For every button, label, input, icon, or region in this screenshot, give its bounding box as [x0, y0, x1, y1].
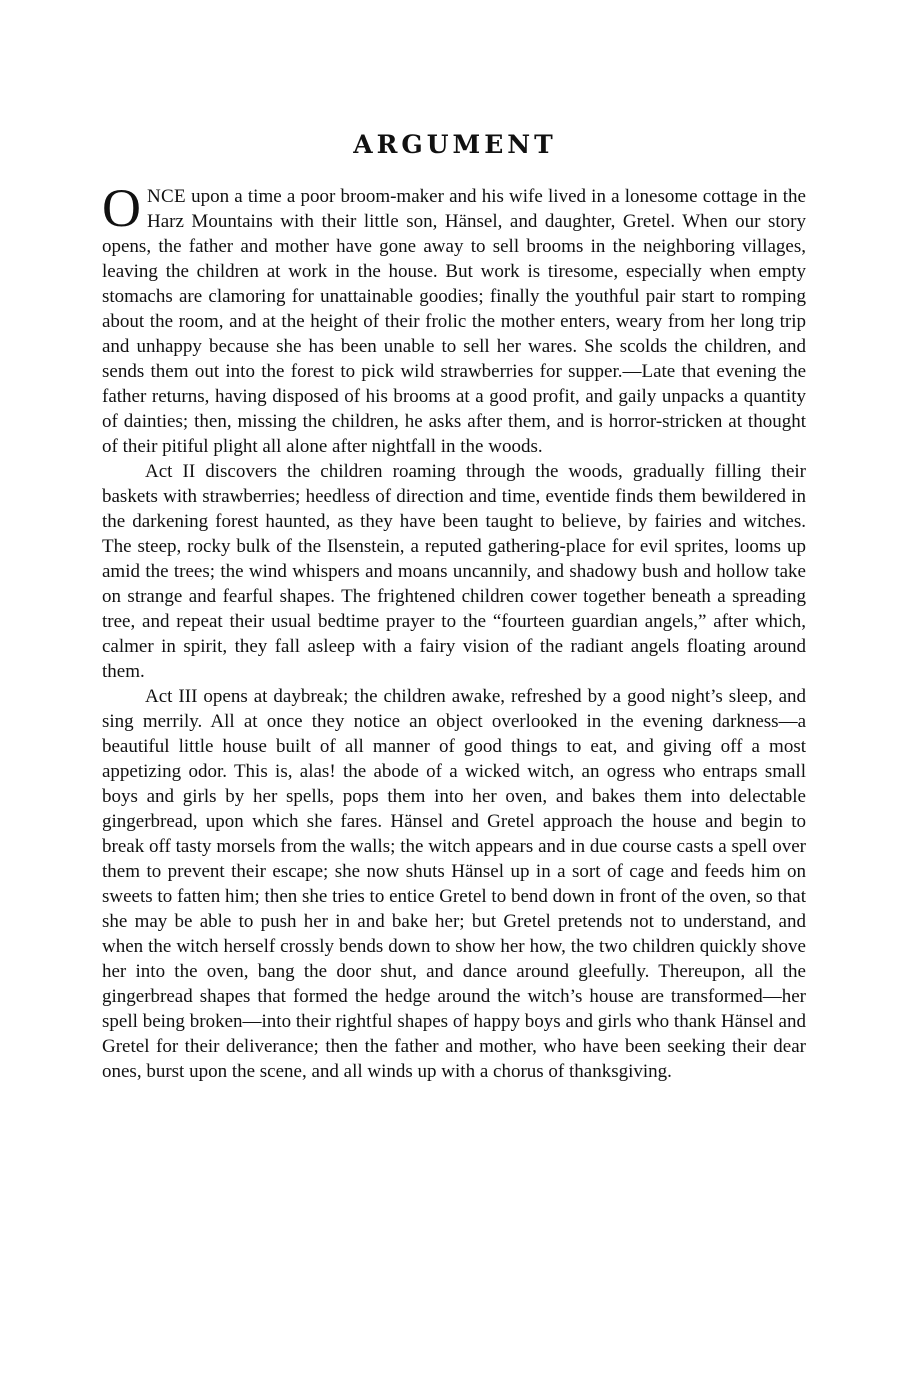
argument-body	[102, 178, 806, 1084]
paragraph-1-text: upon a time a poor broom-maker and his wife lived in a lonesome cottage in the Harz Mountains with their little son, Hänsel, and daughter, Gretel. When our story opens, the father and mother have gone away to sell brooms in the neighboring villages, leaving the children at work in the house. But work is tiresome, especially when empty stomachs are clamoring for unattainable goodies; finally the youthful pair start to romping about the room, and at the height of their frolic the mother enters, weary from her long trip and unhappy because she has been unable to sell her wares. She scolds the children, and sends them out into the forest to pick wild strawberries for supper.—Late that evening the father returns, having disposed of his brooms at a good profit, and gaily unpacks a quantity of dainties; then, missing the children, he asks after them, and is horror-stricken at thought of their pitiful plight all alone after nightfall in the woods.	[102, 186, 806, 457]
paragraph-3: Act III opens at daybreak; the children awake, refreshed by a good night’s sleep, and sing merrily. All at once they notice an object overlooked in the evening darkness—a beautiful little house built of all manner of good things to eat, and giving off a most appetizing odor. This is, alas! the abode of a wicked witch, an ogress who entraps small boys and girls by her spells, pops them into her oven, and bakes them into delectable gingerbread, upon which she fares. Hänsel and Gretel approach the house and begin to break off tasty morsels from the walls; the witch appears and in due course casts a spell over them to prevent their escape; she now shuts Hänsel up in a sort of cage and feeds him on sweets to fatten him; then she tries to entice Gretel to bend down in front of the oven, so that she may be able to push her in and bake her; but Gretel pretends not to understand, and when the witch herself crossly bends down to show her how, the two children quickly shove her into the oven, bang the door shut, and dance around gleefully. Thereupon, all the gingerbread shapes that formed the hedge around the witch’s house are transformed—her spell being broken—into their rightful shapes of happy boys and girls who thank Hänsel and Gretel for their deliverance; then the father and mother, who have been seeking their dear ones, burst upon the scene, and all winds up with a chorus of thanksgiving.	[102, 686, 806, 1082]
drop-cap-letter: O	[102, 178, 141, 238]
paragraph-1-lead: NCE	[147, 186, 186, 207]
paragraph-1	[102, 178, 806, 459]
page-title: ARGUMENT	[353, 130, 557, 159]
paragraph-2: Act II discovers the children roaming through the woods, gradually filling their baskets with strawberries; heedless of direction and time, eventide finds them bewildered in the darkening forest haunted, as they have been taught to believe, by fairies and witches. The steep, rocky bulk of the Ilsenstein, a reputed gathering-place for evil sprites, looms up amid the trees; the wind whispers and moans uncannily, and shadowy bush and hollow take on strange and fearful shapes. The frightened children cower together beneath a spreading tree, and repeat their usual bedtime prayer to the “fourteen guardian angels,” after which, calmer in spirit, they fall asleep with a fairy vision of the radiant angels floating around them.	[102, 461, 806, 682]
